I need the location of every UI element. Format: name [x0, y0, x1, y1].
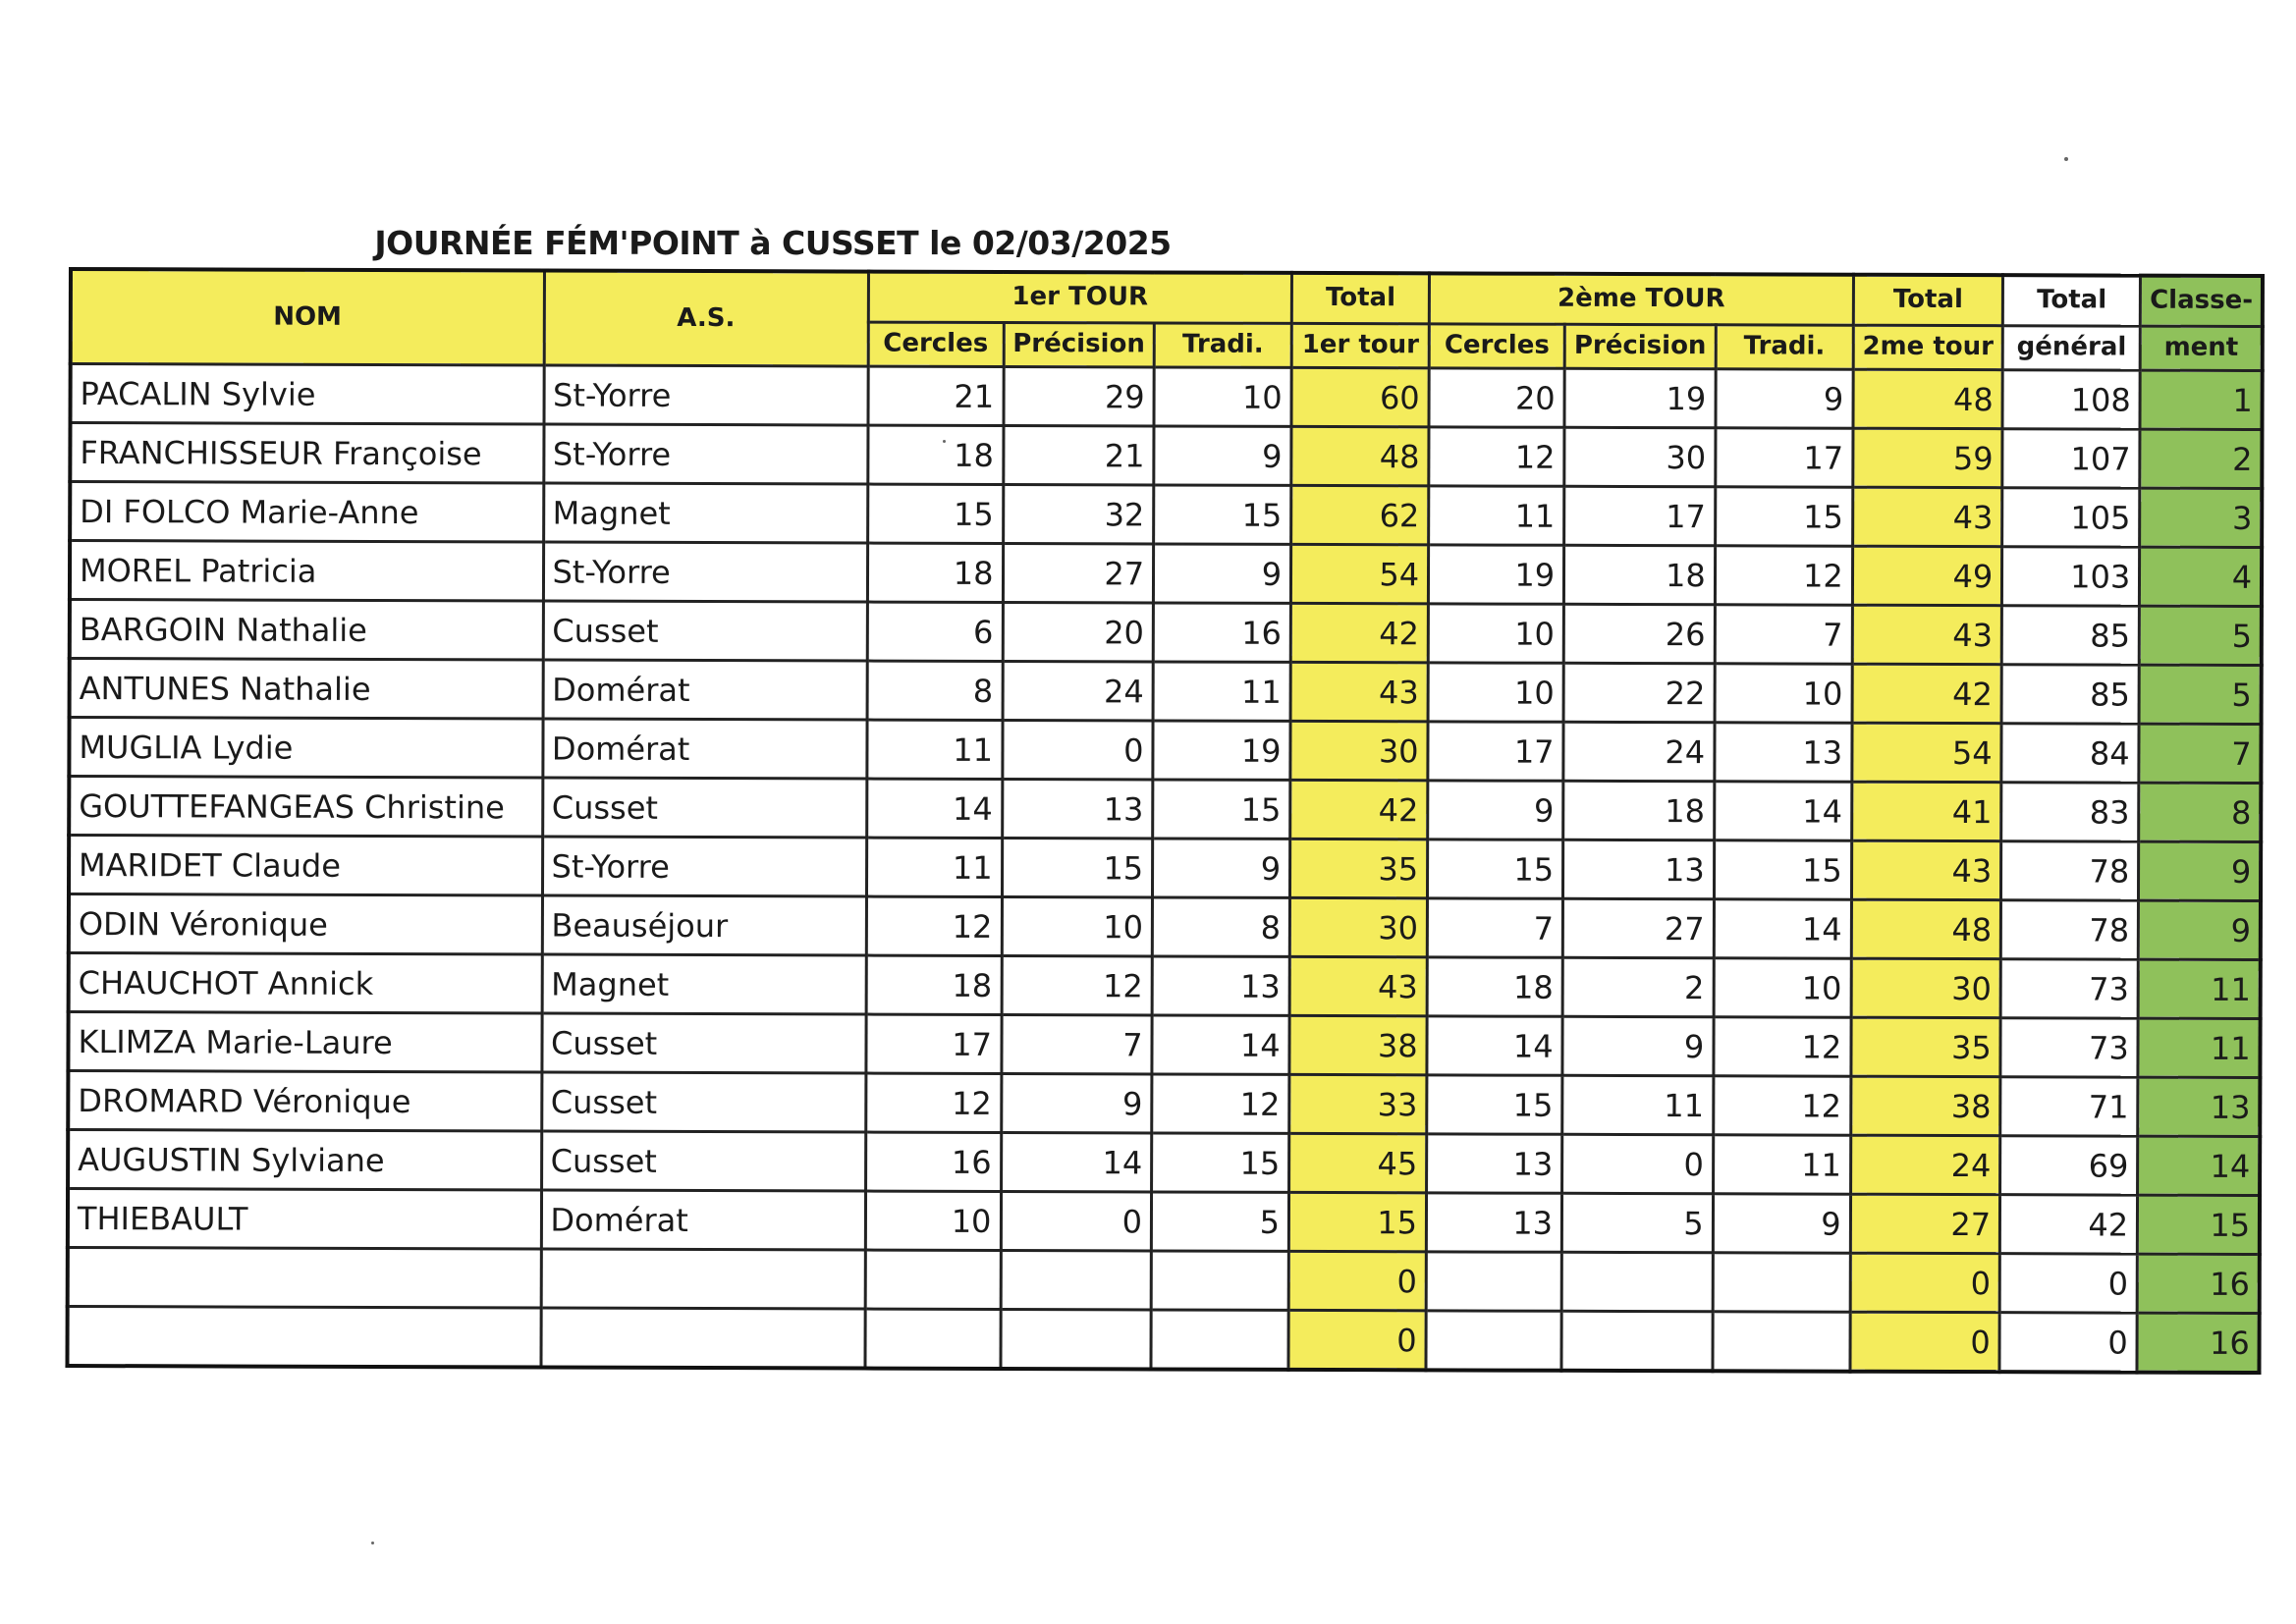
cell-t1-cercles: 18: [867, 543, 1003, 602]
header-row-1: [71, 269, 2263, 327]
cell-t1-cercles: 14: [866, 779, 1002, 838]
header-total2-line1: Total: [1853, 275, 2003, 326]
cell-t2-cercles: [1426, 1311, 1561, 1371]
cell-t2-tradi: 14: [1714, 899, 1851, 958]
cell-nom: FRANCHISSEUR Françoise: [70, 423, 543, 484]
header-general-line2: général: [2002, 326, 2140, 370]
header-t2-precision: Précision: [1564, 324, 1716, 368]
results-table: [65, 267, 2265, 1375]
cell-nom: MOREL Patricia: [70, 541, 543, 602]
cell-nom: ANTUNES Nathalie: [70, 659, 543, 720]
cell-nom: MUGLIA Lydie: [69, 718, 542, 779]
cell-t2-tradi: 10: [1715, 664, 1852, 723]
table-row: [68, 1071, 2260, 1137]
cell-t1-tradi: 19: [1153, 721, 1290, 780]
cell-total2: 24: [1850, 1135, 2000, 1194]
header-t2-cercles: Cercles: [1429, 324, 1564, 368]
cell-classement: 5: [2139, 665, 2262, 724]
table-row: [69, 836, 2261, 901]
header-classement-line1: Classe-: [2141, 276, 2264, 327]
cell-t1-cercles: 10: [865, 1191, 1001, 1250]
cell-total2: 59: [1853, 428, 2003, 487]
cell-t2-precision: 18: [1563, 781, 1715, 839]
cell-t2-precision: 13: [1563, 839, 1715, 898]
cell-total1: 43: [1289, 956, 1427, 1015]
cell-t2-cercles: 9: [1428, 781, 1563, 839]
table-row: [69, 777, 2261, 842]
cell-t1-precision: 20: [1003, 602, 1154, 661]
scan-speck: [2064, 157, 2068, 161]
cell-total-general: 0: [1999, 1254, 2137, 1313]
cell-t2-tradi: 15: [1715, 487, 1852, 546]
cell-t2-tradi: 17: [1716, 428, 1853, 487]
cell-as: Domérat: [543, 660, 867, 720]
cell-t1-precision: 21: [1003, 425, 1154, 484]
cell-t2-tradi: [1713, 1312, 1850, 1372]
cell-classement: 15: [2138, 1195, 2261, 1254]
cell-t1-tradi: 14: [1152, 1015, 1289, 1074]
cell-t2-cercles: 7: [1427, 898, 1562, 957]
cell-t2-precision: 11: [1562, 1075, 1714, 1134]
cell-total2: 0: [1850, 1253, 2000, 1312]
cell-t1-tradi: 9: [1154, 426, 1291, 485]
table-row: [67, 1307, 2259, 1374]
cell-total2: 43: [1851, 840, 2001, 899]
cell-t2-precision: 24: [1563, 722, 1715, 781]
cell-t2-precision: 2: [1562, 957, 1714, 1016]
cell-t1-precision: 27: [1003, 543, 1154, 602]
cell-t1-cercles: 11: [866, 720, 1002, 779]
cell-t1-tradi: 5: [1151, 1192, 1288, 1251]
header-as: A.S.: [544, 271, 868, 367]
header-t1-tradi: Tradi.: [1154, 323, 1291, 367]
cell-total2: 27: [1850, 1194, 2000, 1253]
header-total1-line2: 1er tour: [1291, 323, 1429, 367]
cell-t2-cercles: 18: [1427, 957, 1562, 1016]
table-row: [70, 423, 2262, 489]
cell-t2-cercles: [1426, 1252, 1561, 1311]
cell-t2-precision: 26: [1563, 604, 1715, 663]
cell-total-general: 105: [2002, 488, 2140, 547]
cell-t2-tradi: 14: [1714, 782, 1851, 840]
cell-total1: 45: [1289, 1133, 1427, 1192]
cell-t2-tradi: 15: [1714, 840, 1851, 899]
header-general-line1: Total: [2003, 275, 2141, 326]
cell-nom: BARGOIN Nathalie: [70, 600, 543, 661]
cell-total2: 54: [1852, 723, 2002, 782]
cell-t2-cercles: 13: [1427, 1134, 1562, 1193]
cell-classement: 11: [2138, 1018, 2261, 1077]
cell-total-general: 69: [2000, 1136, 2138, 1195]
cell-t2-precision: [1561, 1252, 1713, 1311]
cell-classement: 9: [2139, 900, 2262, 959]
cell-t2-precision: 27: [1562, 898, 1714, 957]
cell-nom: THIEBAULT: [68, 1189, 541, 1250]
cell-t1-precision: 10: [1002, 896, 1153, 955]
cell-t1-precision: 29: [1003, 366, 1154, 425]
cell-t2-precision: 17: [1564, 486, 1716, 545]
header-total2-line2: 2me tour: [1853, 325, 2003, 369]
cell-t2-precision: 18: [1564, 545, 1716, 604]
cell-as: [541, 1249, 865, 1309]
cell-as: St-Yorre: [543, 365, 867, 425]
scan-speck: [371, 1542, 374, 1544]
cell-total1: 62: [1291, 485, 1429, 544]
cell-t2-precision: [1561, 1311, 1713, 1371]
cell-t1-precision: 14: [1001, 1132, 1152, 1191]
cell-t1-tradi: 12: [1152, 1074, 1289, 1133]
header-t1-cercles: Cercles: [868, 322, 1004, 366]
cell-as: Cusset: [541, 1131, 865, 1191]
header-tour1: 1er TOUR: [868, 272, 1292, 324]
cell-classement: 16: [2137, 1254, 2260, 1313]
cell-total1: 42: [1290, 780, 1428, 839]
cell-nom: CHAUCHOT Annick: [69, 953, 542, 1014]
page-title: JOURNÉE FÉM'POINT à CUSSET le 02/03/2025: [374, 224, 1172, 262]
cell-total-general: 85: [2001, 665, 2139, 724]
cell-t1-cercles: 18: [867, 425, 1003, 484]
cell-t2-cercles: 19: [1429, 545, 1564, 604]
cell-total1: 54: [1291, 544, 1429, 603]
cell-t2-cercles: 11: [1429, 486, 1564, 545]
cell-classement: 14: [2138, 1136, 2261, 1195]
cell-t1-precision: 7: [1001, 1014, 1152, 1073]
cell-total1: 15: [1288, 1192, 1426, 1251]
table-row: [68, 1012, 2260, 1078]
table-row: [68, 1130, 2260, 1196]
cell-t2-precision: 19: [1564, 368, 1716, 427]
cell-t2-precision: 22: [1563, 663, 1715, 722]
cell-t2-tradi: 7: [1715, 605, 1852, 664]
table-row: [69, 953, 2261, 1019]
cell-classement: 4: [2140, 547, 2263, 606]
cell-classement: 2: [2140, 429, 2263, 488]
cell-classement: 3: [2140, 488, 2263, 547]
cell-t2-cercles: 17: [1428, 722, 1563, 781]
results-body: [67, 364, 2262, 1374]
cell-nom: MARIDET Claude: [69, 836, 542, 896]
cell-total-general: 103: [2002, 547, 2140, 606]
cell-total2: 41: [1851, 782, 2001, 840]
cell-total1: 0: [1288, 1310, 1426, 1370]
table-row: [69, 894, 2261, 960]
cell-t1-precision: 15: [1002, 838, 1153, 896]
cell-t2-cercles: 15: [1427, 1075, 1562, 1134]
cell-total1: 60: [1291, 367, 1429, 426]
cell-classement: 16: [2137, 1313, 2260, 1373]
cell-as: Cusset: [543, 601, 867, 661]
cell-total2: 30: [1851, 958, 2001, 1017]
cell-classement: 7: [2139, 724, 2262, 783]
cell-t1-cercles: 18: [866, 955, 1002, 1014]
cell-t1-tradi: 8: [1152, 897, 1289, 956]
cell-classement: 9: [2139, 841, 2262, 900]
cell-as: St-Yorre: [543, 424, 867, 484]
cell-t2-tradi: 9: [1716, 369, 1853, 428]
cell-t1-tradi: 16: [1153, 603, 1290, 662]
cell-as: Domérat: [541, 1190, 865, 1250]
cell-t2-tradi: 12: [1714, 1017, 1851, 1076]
cell-t2-tradi: 10: [1714, 958, 1851, 1017]
cell-total2: 48: [1853, 369, 2003, 428]
cell-t1-precision: 0: [1002, 720, 1153, 779]
cell-t2-cercles: 20: [1429, 368, 1564, 427]
header-nom: NOM: [71, 269, 544, 365]
cell-total2: 38: [1850, 1076, 2000, 1135]
cell-as: Magnet: [542, 954, 866, 1014]
cell-t2-cercles: 10: [1428, 663, 1563, 722]
cell-total-general: 83: [2001, 783, 2139, 841]
cell-t2-cercles: 13: [1426, 1193, 1561, 1252]
cell-total1: 43: [1290, 662, 1428, 721]
cell-total-general: 107: [2002, 429, 2140, 488]
cell-t1-cercles: 12: [866, 896, 1002, 955]
cell-t1-cercles: 8: [867, 661, 1003, 720]
cell-total1: 33: [1289, 1074, 1427, 1133]
cell-as: Cusset: [541, 1013, 865, 1073]
cell-total1: 38: [1289, 1015, 1427, 1074]
cell-total2: 49: [1852, 546, 2002, 605]
cell-nom: PACALIN Sylvie: [71, 364, 544, 425]
cell-t2-cercles: 15: [1428, 839, 1563, 898]
cell-t2-tradi: 13: [1715, 723, 1852, 782]
table-row: [70, 482, 2262, 548]
cell-as: St-Yorre: [542, 837, 866, 896]
cell-total-general: 71: [2000, 1077, 2138, 1136]
cell-nom: [67, 1307, 540, 1368]
cell-nom: ODIN Véronique: [69, 894, 542, 955]
cell-t1-cercles: 6: [867, 602, 1003, 661]
cell-total-general: 84: [2001, 724, 2139, 783]
cell-nom: GOUTTEFANGEAS Christine: [69, 777, 542, 838]
cell-t1-cercles: 12: [865, 1073, 1001, 1132]
cell-t1-precision: 24: [1003, 661, 1154, 720]
cell-t1-precision: 12: [1002, 955, 1153, 1014]
cell-classement: 1: [2140, 370, 2263, 429]
cell-total2: 48: [1851, 899, 2001, 958]
cell-t1-tradi: 9: [1154, 544, 1291, 603]
cell-t1-tradi: [1151, 1310, 1288, 1370]
cell-total2: 35: [1851, 1017, 2001, 1076]
cell-t1-tradi: 9: [1153, 839, 1290, 897]
cell-t1-tradi: 13: [1152, 956, 1289, 1015]
cell-t1-cercles: 21: [867, 366, 1003, 425]
cell-total-general: 78: [2001, 900, 2139, 959]
cell-t2-cercles: 14: [1427, 1016, 1562, 1075]
cell-total-general: 85: [2001, 606, 2139, 665]
cell-total2: 43: [1852, 605, 2002, 664]
cell-t1-cercles: 11: [866, 838, 1002, 896]
cell-t1-tradi: 15: [1154, 485, 1291, 544]
cell-t2-precision: 9: [1562, 1016, 1714, 1075]
cell-t2-cercles: 10: [1428, 604, 1563, 663]
cell-as: [540, 1308, 864, 1369]
cell-t2-tradi: 9: [1713, 1194, 1850, 1253]
cell-t2-precision: 5: [1561, 1193, 1713, 1252]
cell-nom: DI FOLCO Marie-Anne: [70, 482, 543, 543]
cell-total1: 35: [1290, 839, 1428, 897]
header-total1-line1: Total: [1291, 273, 1429, 324]
cell-nom: DROMARD Véronique: [68, 1071, 541, 1132]
cell-total1: 48: [1291, 426, 1429, 485]
cell-total1: 42: [1290, 603, 1428, 662]
table-row: [68, 1248, 2260, 1314]
cell-t1-cercles: [865, 1250, 1001, 1309]
cell-t1-tradi: 15: [1152, 1133, 1289, 1192]
cell-t2-tradi: 12: [1715, 546, 1852, 605]
cell-t1-cercles: 16: [865, 1132, 1001, 1191]
cell-as: Domérat: [542, 719, 866, 779]
cell-total-general: 73: [2000, 959, 2138, 1018]
cell-t1-tradi: 15: [1153, 780, 1290, 839]
cell-t2-tradi: 11: [1713, 1135, 1850, 1194]
cell-total-general: 73: [2000, 1018, 2138, 1077]
cell-classement: 13: [2138, 1077, 2261, 1136]
header-classement-line2: ment: [2140, 326, 2263, 370]
cell-total1: 0: [1288, 1251, 1426, 1310]
table-row: [70, 541, 2262, 607]
header-tour2: 2ème TOUR: [1429, 273, 1853, 325]
table-row: [70, 659, 2262, 725]
cell-t1-cercles: 15: [867, 484, 1003, 543]
header-t1-precision: Précision: [1004, 322, 1155, 366]
cell-total2: 43: [1852, 487, 2002, 546]
cell-total-general: 0: [1999, 1313, 2137, 1373]
cell-t2-tradi: [1713, 1253, 1850, 1312]
scan-speck: [943, 440, 946, 443]
cell-classement: 8: [2139, 783, 2262, 841]
cell-nom: [68, 1248, 541, 1309]
table-row: [71, 364, 2263, 430]
cell-t1-precision: 0: [1001, 1191, 1152, 1250]
header-t2-tradi: Tradi.: [1716, 325, 1853, 369]
cell-total2: 0: [1850, 1312, 2000, 1372]
cell-t1-precision: [1001, 1250, 1152, 1309]
cell-t1-precision: 32: [1003, 484, 1154, 543]
cell-t2-cercles: 12: [1429, 427, 1564, 486]
table-row: [69, 718, 2261, 784]
cell-classement: 11: [2138, 959, 2261, 1018]
cell-as: St-Yorre: [543, 542, 867, 602]
cell-t2-precision: 0: [1562, 1134, 1714, 1193]
cell-t1-tradi: 10: [1154, 367, 1291, 426]
cell-total1: 30: [1289, 897, 1427, 956]
cell-total1: 30: [1290, 721, 1428, 780]
cell-total-general: 108: [2002, 370, 2140, 429]
cell-t1-cercles: [864, 1309, 1000, 1369]
cell-t2-tradi: 12: [1713, 1076, 1850, 1135]
cell-as: Magnet: [543, 483, 867, 543]
cell-t1-tradi: 11: [1153, 662, 1290, 721]
cell-t1-tradi: [1151, 1251, 1288, 1310]
cell-t1-precision: 13: [1002, 779, 1153, 838]
table-row: [68, 1189, 2260, 1255]
cell-t1-cercles: 17: [865, 1014, 1001, 1073]
cell-nom: AUGUSTIN Sylviane: [68, 1130, 541, 1191]
cell-classement: 5: [2139, 606, 2262, 665]
cell-as: Cusset: [542, 778, 866, 838]
cell-t1-precision: [1000, 1309, 1151, 1369]
cell-nom: KLIMZA Marie-Laure: [68, 1012, 541, 1073]
table-row: [70, 600, 2262, 666]
cell-t1-precision: 9: [1001, 1073, 1152, 1132]
cell-total-general: 42: [2000, 1195, 2138, 1254]
cell-as: Beauséjour: [542, 895, 866, 955]
cell-total-general: 78: [2001, 841, 2139, 900]
cell-total2: 42: [1852, 664, 2002, 723]
cell-as: Cusset: [541, 1072, 865, 1132]
cell-t2-precision: 30: [1564, 427, 1716, 486]
